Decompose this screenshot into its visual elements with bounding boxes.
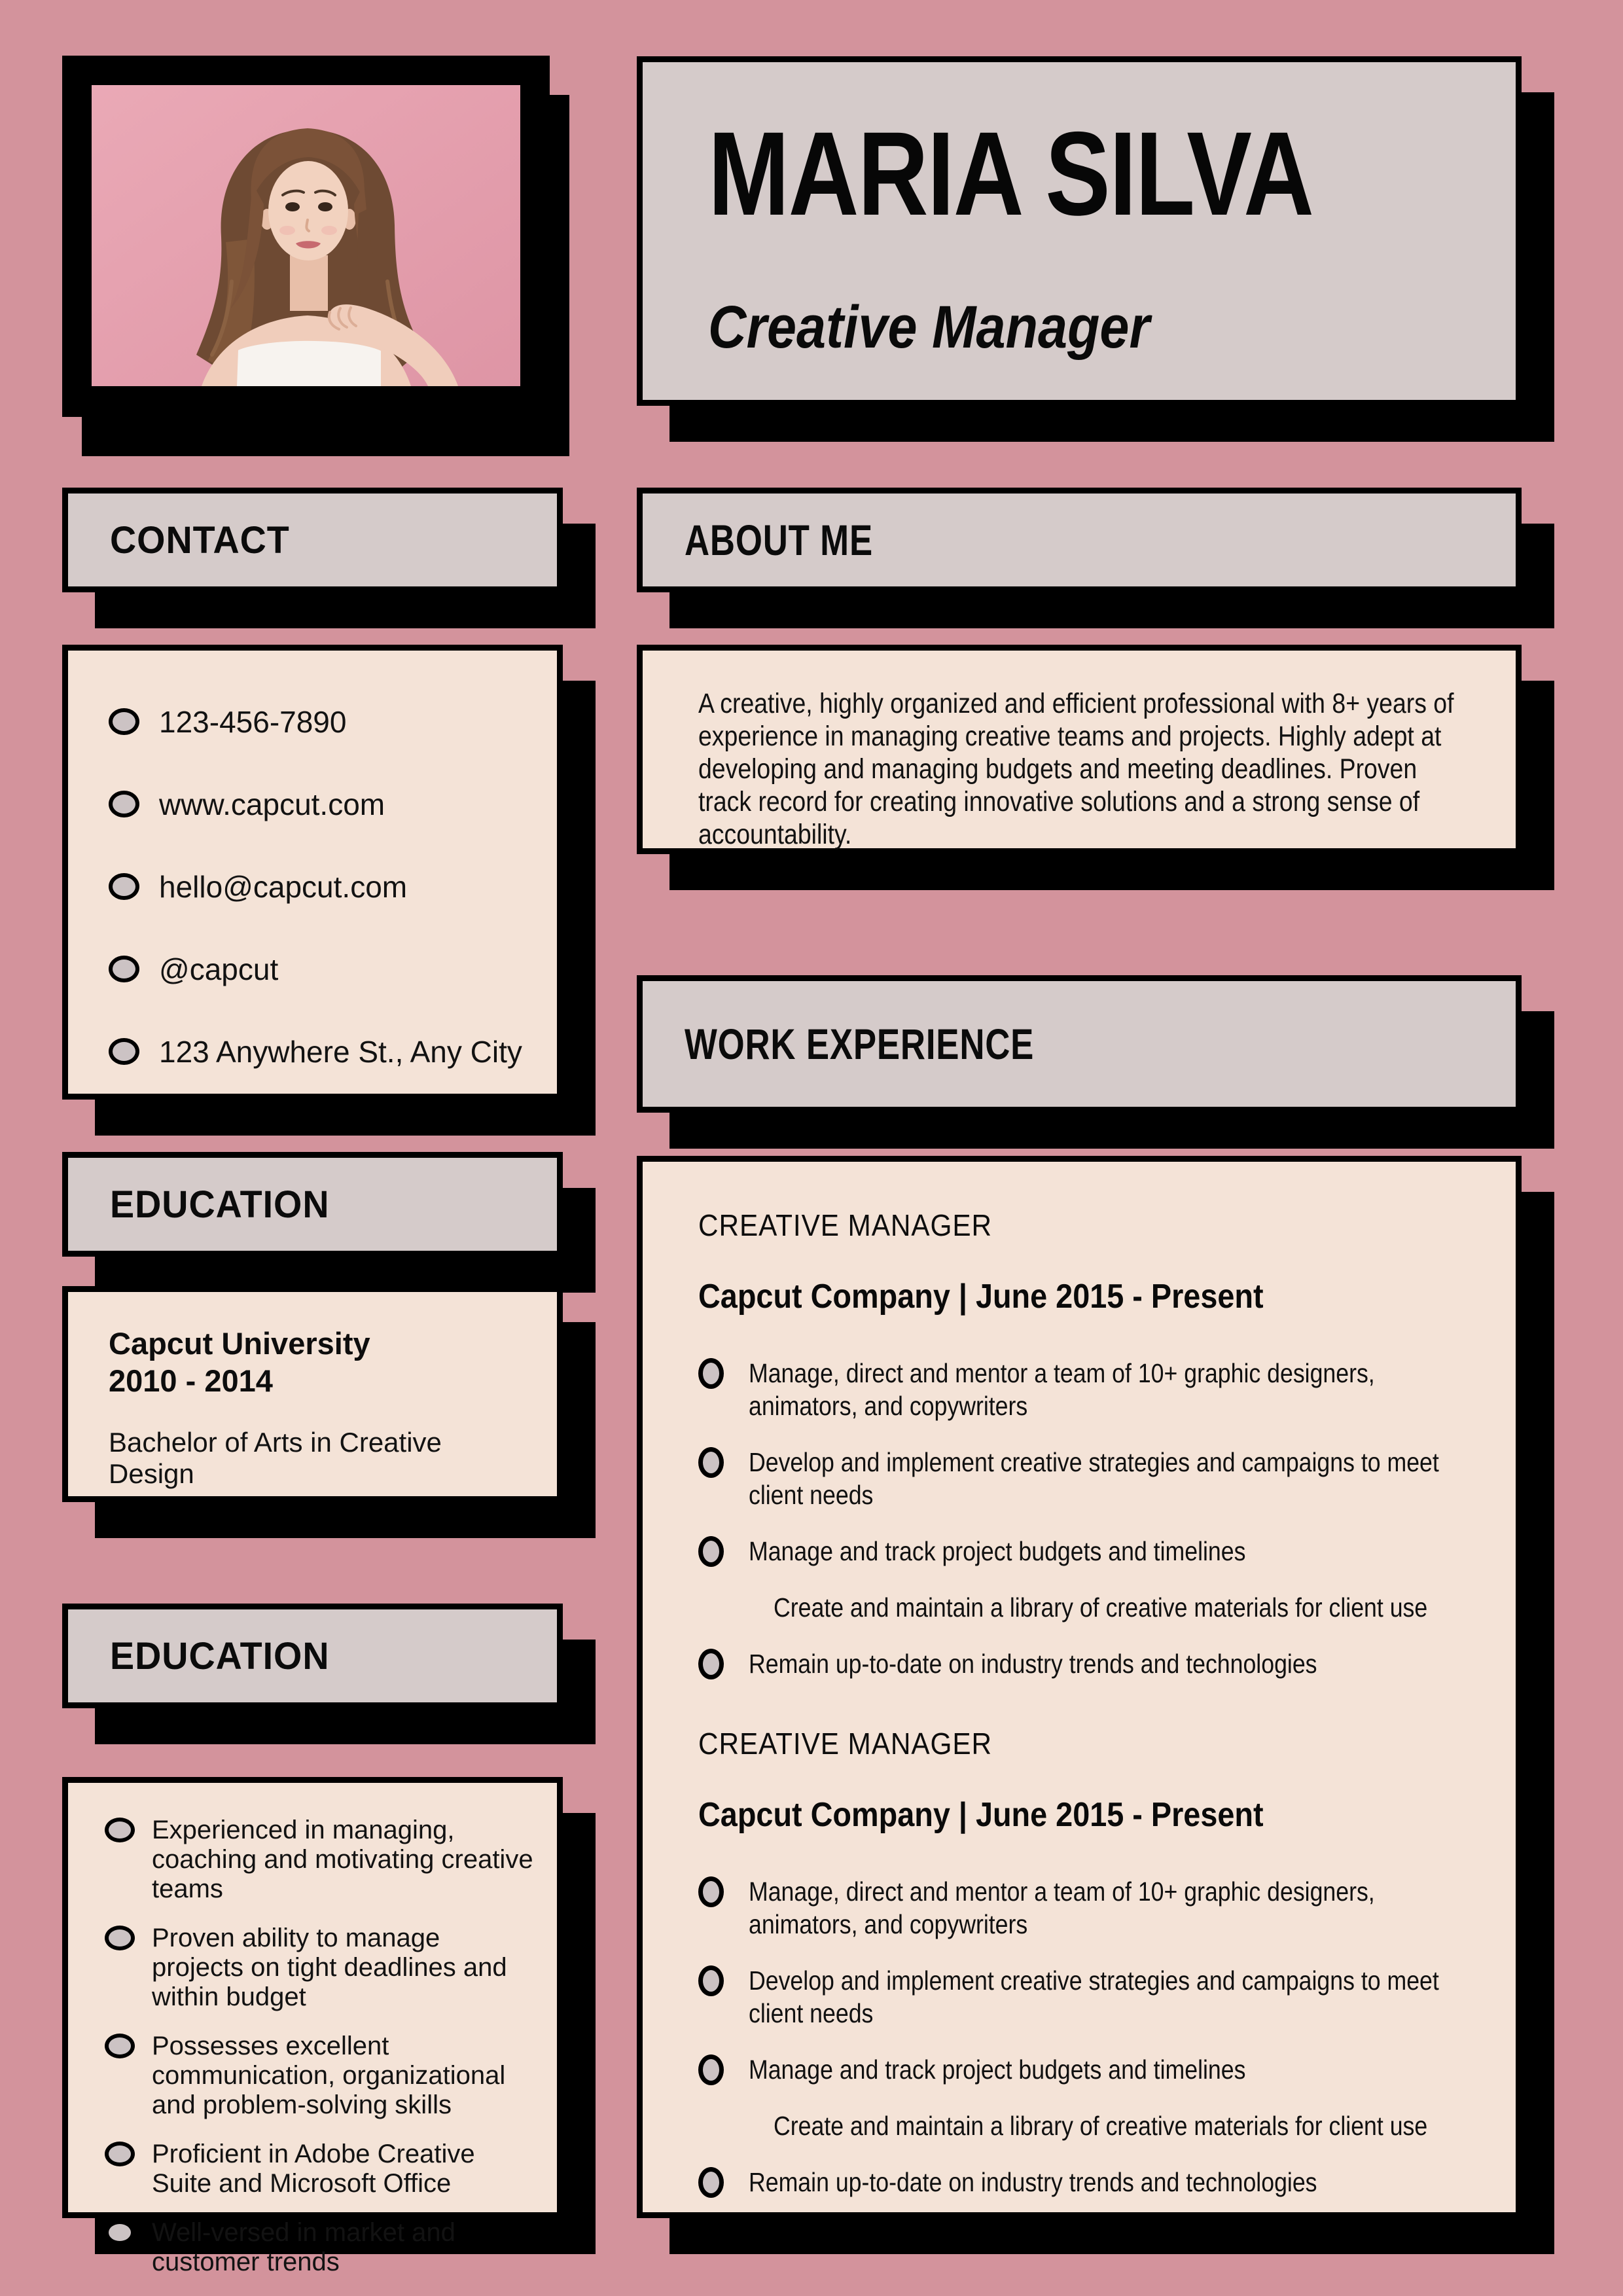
bullet-text: Manage and track project budgets and timelines [749,1536,1246,1566]
job-title: CREATIVE MANAGER [698,1727,992,1761]
job-bullet [698,2166,1476,2198]
contact-item-website [109,788,531,821]
role-subtitle: Creative Manager [708,294,1150,361]
bullet-text: Develop and implement creative strategies and campaigns to meet client needs [749,1965,1439,2028]
work-section-header [637,975,1522,1113]
circle-icon [698,1447,724,1478]
school-years: 2010 - 2014 [109,1363,273,1398]
job-entry [698,1726,1476,2198]
contact-item-social [109,953,531,986]
circle-icon [105,1818,135,1842]
circle-icon [105,1926,135,1950]
education-card [62,1286,563,1502]
bullet-text: Proficient in Adobe Creative Suite and Microsoft Office [152,2140,475,2198]
job-entry [698,1208,1476,1680]
job-bullet [698,2053,1476,2086]
bullet-text: Create and maintain a library of creative materials for client use [774,1592,1428,1623]
photo-frame [62,56,550,417]
job-bullet [698,1875,1476,1941]
bullet-text: Experienced in managing, coaching and motivating creative teams [152,1816,533,1903]
bullet-text: Proven ability to manage projects on tight deadlines and within budget [152,1924,507,2011]
portrait-illustration [92,85,520,386]
contact-title: CONTACT [110,518,290,562]
job-bullet [698,1446,1476,1511]
education-title: EDUCATION [110,1634,330,1677]
circle-icon [698,2167,724,2198]
circle-icon [698,1649,724,1679]
circle-icon [698,1876,724,1907]
degree-name: Bachelor of Arts in Creative Design [109,1427,442,1489]
address-value: 123 Anywhere St., Any City [159,1035,522,1069]
circle-icon [105,2034,135,2058]
education-skills-card [62,1777,563,2276]
school-name: Capcut University [109,1326,370,1361]
circle-icon [109,873,139,900]
job-company-line: Capcut Company | June 2015 - Present [698,1796,1264,1834]
social-value: @capcut [159,952,279,986]
bullet-text: Create and maintain a library of creative materials for client use [774,2111,1428,2141]
circle-icon [105,2142,135,2166]
contact-section-header [62,488,563,592]
circle-icon [698,2054,724,2085]
bullet-text: Manage and track project budgets and timelines [749,2054,1246,2085]
circle-icon [698,1965,724,1996]
bullet-text: Manage, direct and mentor a team of 10+ graphic designers, animators, and copywriters [749,1358,1375,1421]
skill-bullet [105,1816,535,1904]
job-company-line: Capcut Company | June 2015 - Present [698,1278,1264,1316]
about-paragraph: A creative, highly organized and efficient professional with 8+ years of experience in managing creative teams and projects. Highly adept at developing and managing budgets and meeting deadlines. Proven track record for creating innovative solutions and a strong sense of accountability. [698,688,1454,850]
about-title: ABOUT ME [685,516,873,564]
work-card [637,1156,1522,2218]
contact-card [62,645,563,1100]
work-title: WORK EXPERIENCE [685,1020,1035,1068]
contact-item-email [109,870,531,903]
job-bullet [698,1535,1476,1568]
skill-bullet [105,2140,535,2198]
email-value: hello@capcut.com [159,870,408,904]
job-bullet [698,1357,1476,1422]
contact-item-phone [109,706,531,738]
circle-icon [109,956,139,982]
circle-icon [698,1536,724,1567]
circle-icon [109,708,139,735]
bullet-text: Manage, direct and mentor a team of 10+ graphic designers, animators, and copywriters [749,1876,1375,1939]
website-value: www.capcut.com [159,787,385,821]
education-section-header [62,1152,563,1257]
circle-icon [105,2220,135,2245]
job-title: CREATIVE MANAGER [698,1208,992,1242]
bullet-text: Remain up-to-date on industry trends and technologies [749,1649,1317,1679]
job-bullet-noicon [698,1591,1476,1624]
about-section-header [637,488,1522,592]
circle-icon [109,791,139,817]
skill-bullet [105,2218,535,2277]
education-skills-section-header [62,1604,563,1708]
name-box [637,56,1522,406]
skill-bullet [105,2032,535,2120]
bullet-text: Well-versed in market and customer trends [152,2218,455,2276]
job-bullet [698,1647,1476,1680]
phone-value: 123-456-7890 [159,705,347,739]
page-title: MARIA SILVA [708,107,1313,240]
portrait-photo-icon [92,85,520,386]
contact-item-address [109,1035,531,1068]
education-title: EDUCATION [110,1183,330,1226]
bullet-text: Develop and implement creative strategies and campaigns to meet client needs [749,1447,1439,1510]
job-bullet-noicon [698,2109,1476,2142]
bullet-text: Possesses excellent communication, organizational and problem-solving skills [152,2032,506,2119]
bullet-text: Remain up-to-date on industry trends and technologies [749,2167,1317,2197]
circle-icon [698,1358,724,1389]
circle-icon [109,1038,139,1065]
job-bullet [698,1964,1476,2030]
about-card [637,645,1522,854]
skill-bullet [105,1924,535,2012]
